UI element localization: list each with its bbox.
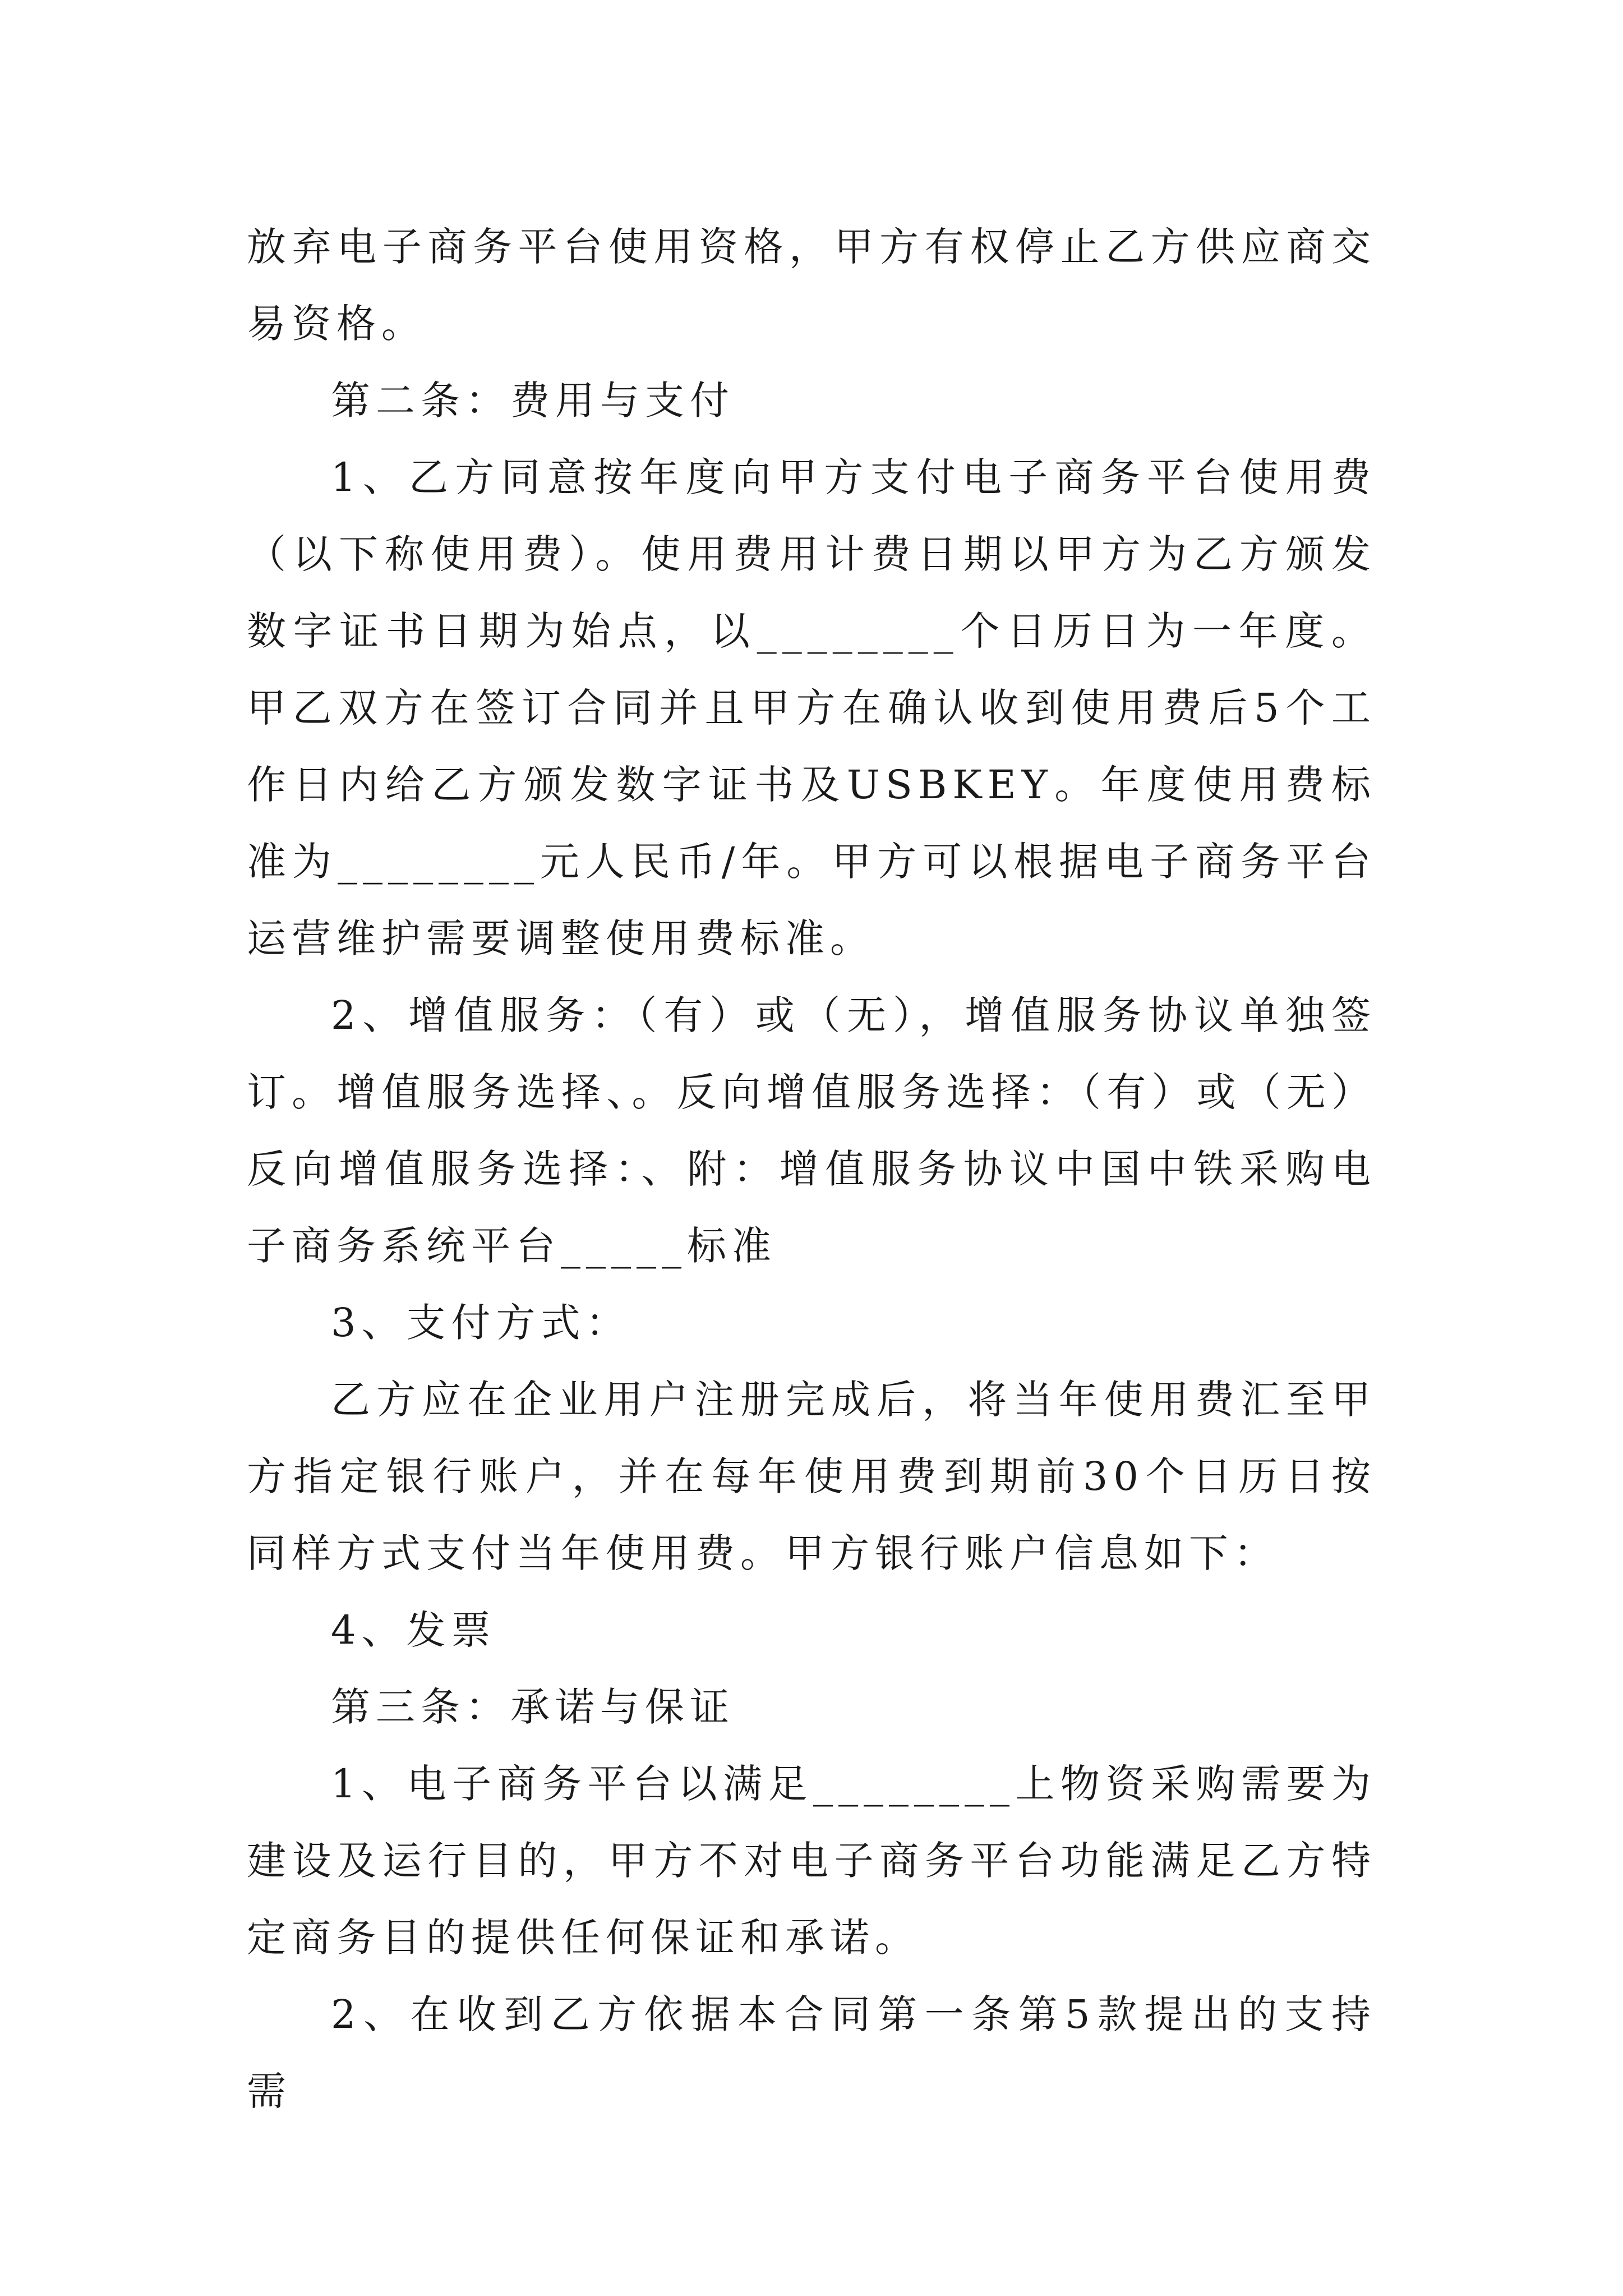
paragraph-fee-2: 2、增值服务：（有）或（无），增值服务协议单独签订。增值服务选择、。反向增值服务选择：（有）或（无）反向增值服务选择：、附：增值服务协议中国中铁采购电子商务系统平台_____标准 [247, 992, 1376, 1269]
paragraph-guarantee-2: 2、在收到乙方依据本合同第一条第5款提出的支持需 [247, 1991, 1376, 2114]
paragraph-payment-detail: 乙方应在企业用户注册完成后，将当年使用费汇至甲方指定银行账户，并在每年使用费到期前30个日历日按同样方式支付当年使用费。甲方银行账户信息如下： [247, 1377, 1376, 1576]
paragraph-1: 放弃电子商务平台使用资格，甲方有权停止乙方供应商交易资格。 [247, 224, 1376, 347]
paragraph-invoice: 4、发票 [331, 1607, 496, 1653]
paragraph-guarantee-1: 1、电子商务平台以满足________上物资采购需要为建设及运行目的，甲方不对电子商务平台功能满足乙方特定商务目的提供任何保证和承诺。 [247, 1761, 1376, 1961]
section-heading-2: 第二条：费用与支付 [331, 378, 735, 424]
paragraph-fee-1: 1、乙方同意按年度向甲方支付电子商务平台使用费（以下称使用费）。使用费用计费日期以甲方为乙方颁发数字证书日期为始点，以________个日历日为一年度。甲乙双方在签订合同并且甲方在确认收到使用费后5个工作日内给乙方颁发数字证书及USBKEY。年度使用费标准为________元人民币/年。甲方可以根据电子商务平台运营维护需要调整使用费标准。 [247, 454, 1376, 961]
section-heading-3: 第三条：承诺与保证 [331, 1684, 735, 1730]
document-body [247, 209, 1376, 2130]
paragraph-payment-heading: 3、支付方式： [331, 1300, 631, 1346]
